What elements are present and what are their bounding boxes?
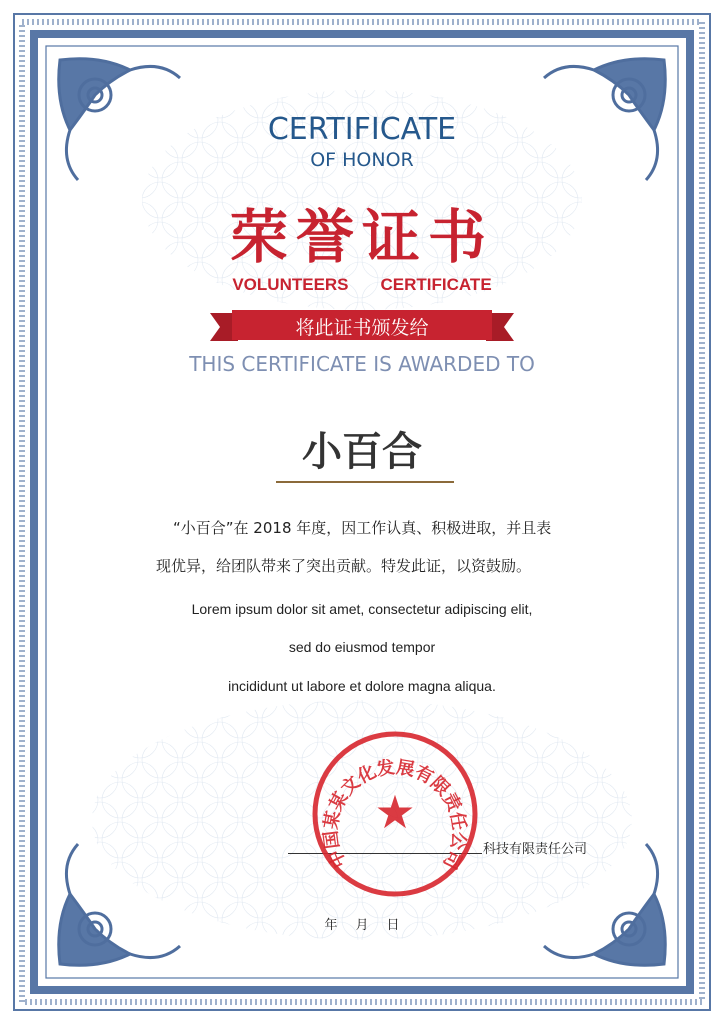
seal-text: 中国某某文化发展有限责任公司 — [320, 756, 470, 873]
volunteers-label: VOLUNTEERS — [232, 275, 349, 294]
certificate-title: CERTIFICATE — [267, 112, 457, 147]
volunteers-certificate-line — [0, 275, 724, 295]
body-text-english-line1: Lorem ipsum dolor sit amet, consectetur adipiscing elit, — [191, 601, 533, 617]
official-seal-stamp — [309, 728, 481, 900]
name-underline — [276, 481, 454, 483]
date-line — [0, 914, 724, 933]
ribbon-text: 将此证书颁发给 — [295, 317, 429, 339]
certificate-subtitle: OF HONOR — [310, 149, 414, 171]
seal-star-icon: ★ — [374, 785, 416, 839]
date-day-label: 日 — [386, 918, 400, 933]
body-text-chinese-line1: “小百合”在 2018 年度，因工作认真、积极进取，并且表 — [173, 519, 552, 537]
date-month-label: 月 — [355, 918, 369, 933]
company-name: 科技有限责任公司 — [483, 842, 588, 857]
certificate-label: CERTIFICATE — [380, 275, 492, 294]
body-text-english-line3: incididunt ut labore et dolore magna aliqua. — [228, 678, 496, 694]
body-text-english-line2: sed do eiusmod tempor — [288, 639, 436, 655]
certificate-title-chinese: 荣誉证书 — [229, 203, 494, 271]
body-text-chinese-line2: 现优异，给团队带来了突出贡献。特发此证，以资鼓励。 — [156, 557, 532, 575]
awarded-to-text: THIS CERTIFICATE IS AWARDED TO — [189, 352, 535, 376]
date-year-label: 年 — [324, 918, 338, 933]
recipient-name: 小百合 — [302, 429, 422, 475]
